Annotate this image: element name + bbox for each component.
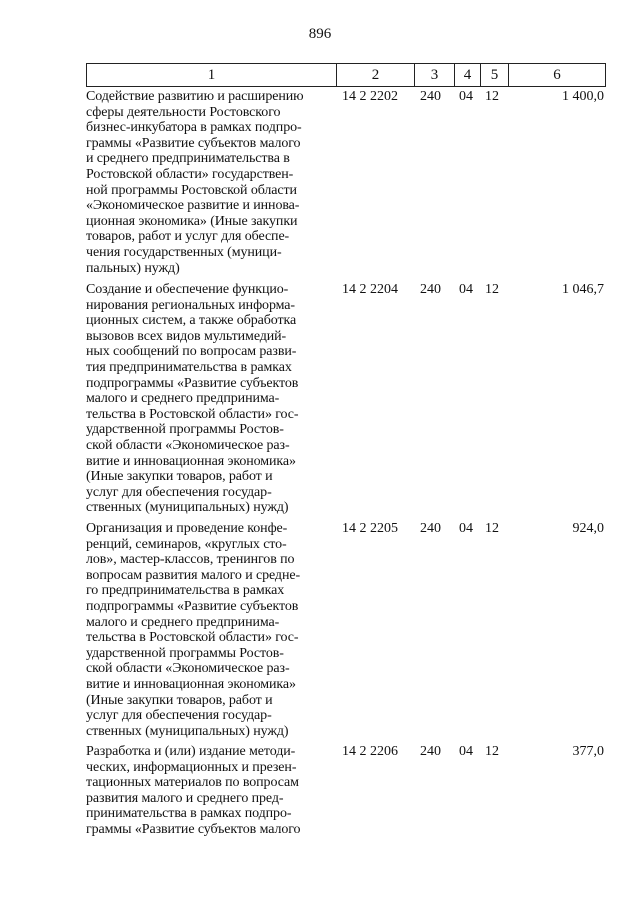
column-header-1: 1: [86, 64, 336, 86]
row-amount: 377,0: [572, 744, 604, 759]
row-col4: 04: [459, 744, 473, 759]
row-col4: 04: [459, 89, 473, 104]
row-code: 14 2 2204: [342, 282, 398, 297]
column-header-6: 6: [508, 64, 606, 86]
row-amount: 1 046,7: [562, 282, 604, 297]
column-header-2: 2: [336, 64, 414, 86]
row-code: 14 2 2205: [342, 521, 398, 536]
row-description: Разработка и (или) издание методи- ческих, информационных и презен- тационных материалов по вопросам развития малого и среднего пред- принимательства в рамках подпро- граммы «Развитие субъектов малого: [86, 744, 301, 837]
row-code: 14 2 2206: [342, 744, 398, 759]
row-col5: 12: [485, 282, 499, 297]
column-header-4: 4: [454, 64, 480, 86]
row-col3: 240: [420, 89, 441, 104]
row-col3: 240: [420, 521, 441, 536]
column-header-3: 3: [414, 64, 454, 86]
row-amount: 924,0: [572, 521, 604, 536]
row-col4: 04: [459, 282, 473, 297]
table-header-row: [86, 63, 606, 87]
row-amount: 1 400,0: [562, 89, 604, 104]
row-col5: 12: [485, 521, 499, 536]
row-code: 14 2 2202: [342, 89, 398, 104]
row-description: Создание и обеспечение функцио- нирования региональных информа- ционных систем, а также обработка вызовов всех видов мультимедий- ных сообщений по вопросам разви- тия предпринимательства в рамках подпрограммы «Развитие субъектов малого и среднего предпринима- тельства в Ростовской области» гос- ударственной программы Ростов- ской области «Экономическое раз- витие и инновационная экономика» (Иные закупки товаров, работ и услуг для обеспечения государ- ственных (муниципальных) нужд): [86, 282, 299, 516]
row-col3: 240: [420, 282, 441, 297]
row-description: Организация и проведение конфе- ренций, семинаров, «круглых сто- лов», мастер-классов, тренингов по вопросам развития малого и средне- го предпринимательства в рамках подпрограммы «Развитие субъектов малого и среднего предпринима- тельства в Ростовской области» гос- ударственной программы Ростов- ской области «Экономическое раз- витие и инновационная экономика» (Иные закупки товаров, работ и услуг для обеспечения государ- ственных (муниципальных) нужд): [86, 521, 301, 739]
row-col5: 12: [485, 744, 499, 759]
row-col3: 240: [420, 744, 441, 759]
row-col5: 12: [485, 89, 499, 104]
page-number: 896: [308, 26, 332, 42]
column-header-5: 5: [480, 64, 508, 86]
row-col4: 04: [459, 521, 473, 536]
row-description: Содействие развитию и расширению сферы деятельности Ростовского бизнес-инкубатора в рамках подпро- граммы «Развитие субъектов малого и среднего предпринимательства в Ростовской области» государствен- ной программы Ростовской области «Экономическое развитие и иннова- ционная экономика» (Иные закупки товаров, работ и услуг для обеспе- чения государственных (муници- пальных) нужд): [86, 89, 304, 276]
